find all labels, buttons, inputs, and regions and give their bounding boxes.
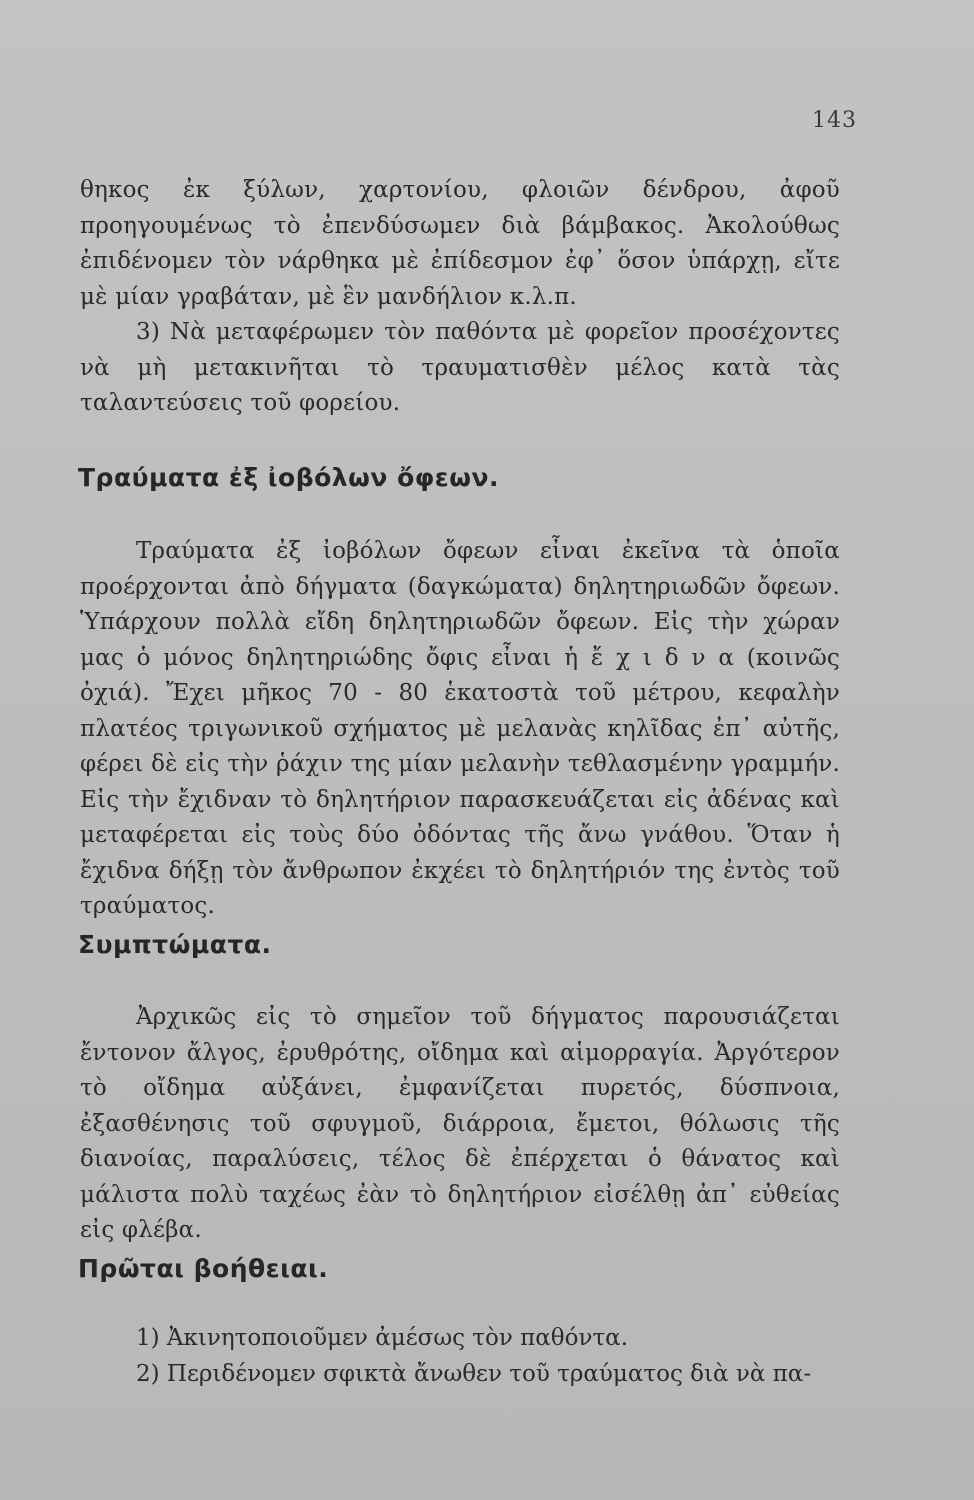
intro-paragraph-1: θηκος ἐκ ξύλων, χαρτονίου, φλοιῶν δένδρου, ἀφοῦ προηγουμένως τὸ ἐπενδύσωμεν διὰ βάμβακος. Ἀκολούθως ἐπιδένομεν τὸν νάρθηκα μὲ ἐπίδεσμον ἐφ᾽ ὅσον ὑπάρχῃ, εἴτε μὲ μίαν γραβάταν, μὲ ἓν μανδήλιον κ.λ.π. <box>80 177 840 310</box>
snake-wounds-text <box>80 534 840 925</box>
page-number: 143 <box>812 108 857 133</box>
intro-text <box>80 173 840 422</box>
first-aid-item-2: 2) Περιδένομεν σφικτὰ ἄνωθεν τοῦ τραύματος διὰ νὰ πα- <box>136 1361 812 1387</box>
intro-paragraph-2: 3) Νὰ μεταφέρωμεν τὸν παθόντα μὲ φορεῖον προσέχοντες νὰ μὴ μετακινῆται τὸ τραυματισθὲν μέλος κατὰ τὰς ταλαντεύσεις τοῦ φορείου. <box>80 319 840 416</box>
symptoms-paragraph: Ἀρχικῶς εἰς τὸ σημεῖον τοῦ δήγματος παρουσιάζεται ἔντονον ἄλγος, ἐρυθρότης, οἴδημα καὶ αἱμορραγία. Ἀργότερον τὸ οἴδημα αὐξάνει, ἐμφανίζεται πυρετός, δύσπνοια, ἐξασθένησις τοῦ σφυγμοῦ, διάρροια, ἔμετοι, θόλωσις τῆς διανοίας, παραλύσεις, τέλος δὲ ἐπέρχεται ὁ θάνατος καὶ μάλιστα πολὺ ταχέως ἐὰν τὸ δηλητήριον εἰσέλθῃ ἀπ᾽ εὐθείας εἰς φλέβα. <box>80 1004 840 1243</box>
section-heading-snake-wounds: Τραύματα ἐξ ἰοβόλων ὄφεων. <box>78 463 499 492</box>
symptoms-text <box>80 1000 840 1249</box>
first-aid-item-1: 1) Ἀκινητοποιοῦμεν ἀμέσως τὸν παθόντα. <box>136 1325 629 1351</box>
section-heading-symptoms: Συμπτώματα. <box>78 930 272 959</box>
snake-wounds-paragraph: Τραύματα ἐξ ἰοβόλων ὄφεων εἶναι ἐκεῖνα τὰ ὁποῖα προέρχονται ἀπὸ δήγματα (δαγκώματα) δηλητηριωδῶν ὄφεων. Ὑπάρχουν πολλὰ εἴδη δηλητηριωδῶν ὄφεων. Εἰς τὴν χώραν μας ὁ μόνος δηλητηριώδης ὄφις εἶναι ἡ ἔ χ ι δ ν α (κοινῶς ὀχιά). Ἔχει μῆκος 70 - 80 ἑκατοστὰ τοῦ μέτρου, κεφαλὴν πλατέος τριγωνικοῦ σχήματος μὲ μελανὰς κηλῖδας ἐπ᾽ αὐτῆς, φέρει δὲ εἰς τὴν ῥάχιν της μίαν μελανὴν τεθλασμένην γραμμήν. Εἰς τὴν ἔχιδναν τὸ δηλητήριον παρασκευάζεται εἰς ἀδένας καὶ μεταφέρεται εἰς τοὺς δύο ὀδόντας τῆς ἄνω γνάθου. Ὅταν ἡ ἔχιδνα δήξῃ τὸν ἄνθρωπον ἐκχέει τὸ δηλητήριόν της ἐντὸς τοῦ τραύματος. <box>80 538 840 919</box>
section-heading-first-aid: Πρῶται βοήθειαι. <box>78 1254 329 1283</box>
